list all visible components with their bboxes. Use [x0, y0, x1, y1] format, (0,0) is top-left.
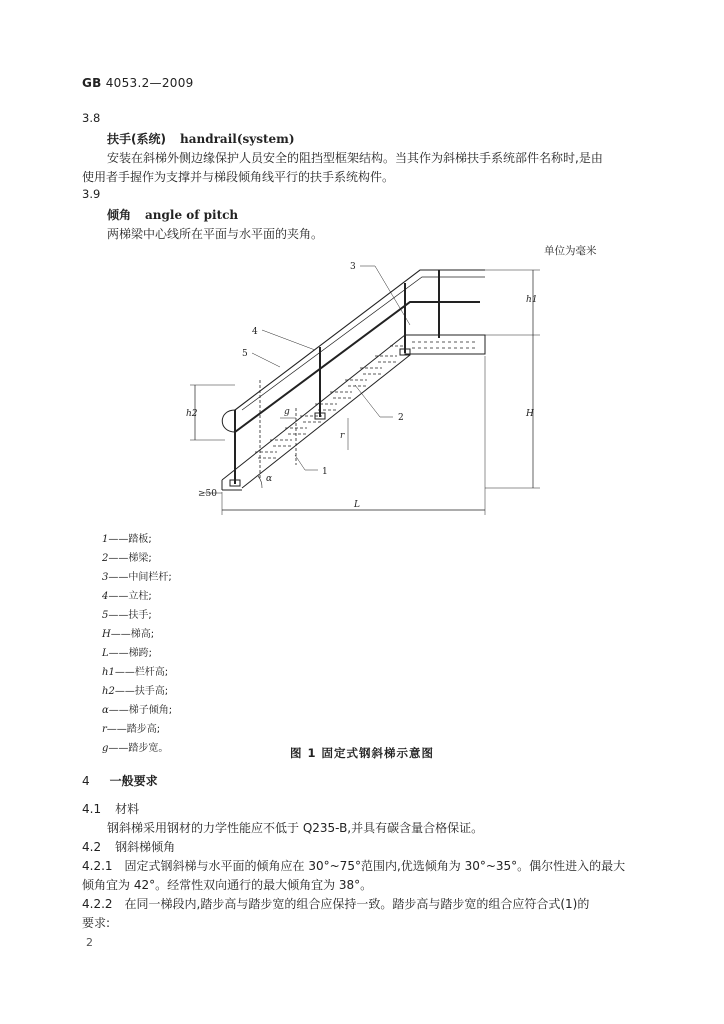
- term-en: handrail(system): [179, 132, 295, 146]
- term-en: angle of pitch: [145, 208, 239, 222]
- legend-item: g——踏步宽。: [102, 743, 169, 754]
- legend-item: H——梯高;: [102, 629, 155, 640]
- landing-platform: [405, 335, 485, 354]
- clause-4-1-heading: 4.1 材料: [82, 802, 140, 816]
- clause-4-2-1-line1: 4.2.1 固定式钢斜梯与水平面的倾角应在 30°~75°范围内,优选倾角为 30°~35°。偶尔性进入的最大: [82, 859, 626, 873]
- label-L: L: [354, 500, 360, 510]
- callout-1: 1: [322, 467, 328, 477]
- clause-4-2-heading: 4.2 钢斜梯倾角: [82, 840, 176, 854]
- legend-item: h2——扶手高;: [102, 686, 169, 697]
- standard-number: 4053.2—2009: [105, 76, 194, 90]
- clause-3-8-number: 3.8: [82, 111, 101, 125]
- clause-3-9-number: 3.9: [82, 187, 101, 201]
- legend-item: α——梯子倾角;: [102, 705, 173, 716]
- figure-legend: [102, 530, 172, 758]
- callout-4: 4: [252, 327, 258, 337]
- label-r: r: [340, 431, 345, 441]
- term-zh: 扶手(系统): [107, 132, 166, 146]
- figure-caption: 图 1 固定式钢斜梯示意图: [289, 746, 434, 760]
- label-g: g: [284, 407, 290, 417]
- mid-rail-line: [235, 302, 480, 432]
- legend-item: 4——立柱;: [102, 591, 152, 602]
- legend-item: 1——踏板;: [102, 534, 152, 545]
- legend-item: L——梯跨;: [102, 648, 153, 659]
- legend-item: 5——扶手;: [102, 610, 152, 621]
- legend-item: r——踏步高;: [102, 724, 161, 735]
- standard-code: GB: [82, 76, 102, 90]
- legend-item: 3——中间栏杆;: [102, 572, 172, 583]
- clause-4-2-1-line2: 倾角宜为 42°。经常性双向通行的最大倾角宜为 38°。: [82, 878, 373, 892]
- clause-3-8-definition-line2: 使用者手握作为支撑并与梯段倾角线平行的扶手系统构件。: [82, 170, 395, 184]
- section-4-heading: 4 一般要求: [82, 774, 158, 788]
- clause-3-8-definition-line1: 安装在斜梯外侧边缘保护人员安全的阻挡型框架结构。当其作为斜梯扶手系统部件名称时,是由: [107, 151, 603, 165]
- legend-item: 2——梯梁;: [102, 553, 152, 564]
- label-alpha: α: [266, 474, 273, 484]
- clause-4-2-2-line2: 要求:: [82, 916, 111, 930]
- label-h1: h1: [526, 295, 538, 305]
- label-min-50: ≥50: [198, 489, 217, 499]
- callout-3: 3: [350, 262, 356, 272]
- label-H: H: [526, 409, 534, 419]
- clause-3-9-definition: 两梯梁中心线所在平面与水平面的夹角。: [107, 227, 324, 241]
- unit-note: 单位为毫米: [544, 245, 597, 257]
- page-number: 2: [86, 936, 93, 949]
- legend-item: h1——栏杆高;: [102, 667, 169, 678]
- clause-4-2-2-line1: 4.2.2 在同一梯段内,踏步高与踏步宽的组合应保持一致。踏步高与踏步宽的组合应符合式(1)的: [82, 897, 590, 911]
- term-zh: 倾角: [107, 208, 132, 222]
- clause-4-1-text: 钢斜梯采用钢材的力学性能应不低于 Q235-B,并具有碳含量合格保证。: [107, 821, 484, 835]
- callout-5: 5: [242, 349, 248, 359]
- callout-2: 2: [398, 413, 404, 423]
- label-h2: h2: [186, 409, 198, 419]
